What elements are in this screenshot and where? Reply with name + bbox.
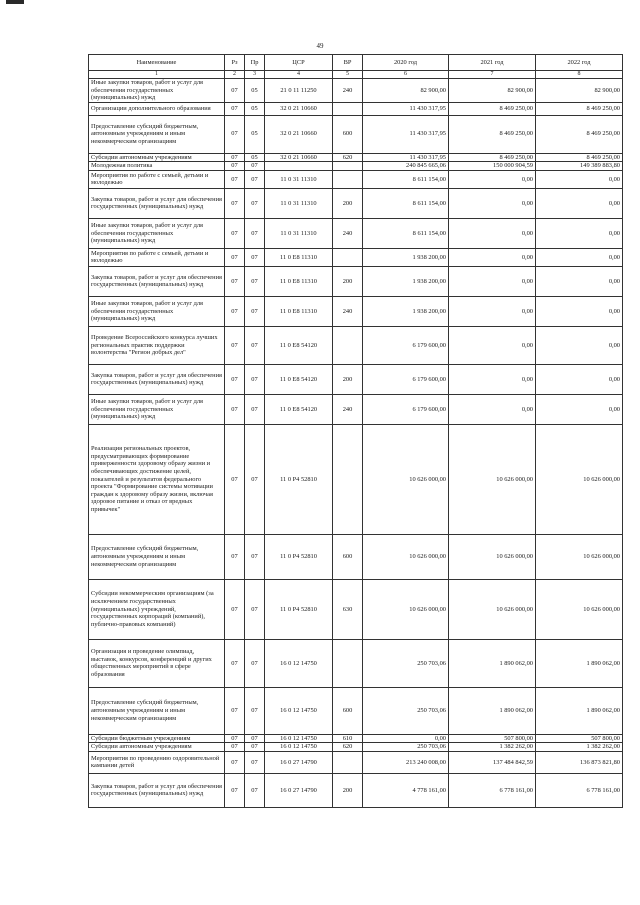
row-vr: 240: [333, 218, 363, 248]
header-row: [89, 55, 623, 71]
table-row: [89, 296, 623, 326]
row-name: Мероприятия по работе с семьей, детьми и молодежью: [89, 248, 225, 266]
row-csr: 16 0 27 14790: [265, 751, 333, 773]
row-name: Закупка товаров, работ и услуг для обеспечения государственных (муниципальных) нужд: [89, 364, 225, 394]
row-amount-2021: 82 900,00: [449, 79, 536, 103]
row-amount-2020: 8 611 154,00: [363, 218, 449, 248]
row-name: Иные закупки товаров, работ и услуг для обеспечения государственных (муниципальных) нужд: [89, 296, 225, 326]
row-amount-2020: 10 626 000,00: [363, 534, 449, 579]
table-row: [89, 188, 623, 218]
row-vr: 200: [333, 188, 363, 218]
row-pr: 07: [245, 579, 265, 639]
row-csr: 32 0 21 10660: [265, 153, 333, 162]
row-amount-2021: 10 626 000,00: [449, 424, 536, 534]
row-amount-2020: 1 938 200,00: [363, 296, 449, 326]
row-pr: 07: [245, 734, 265, 743]
row-pr: 07: [245, 248, 265, 266]
row-rz: 07: [225, 115, 245, 153]
row-rz: 07: [225, 326, 245, 364]
header-2021: 2021 год: [449, 55, 536, 71]
row-pr: 07: [245, 326, 265, 364]
row-amount-2022: 82 900,00: [536, 79, 623, 103]
row-amount-2022: 0,00: [536, 170, 623, 188]
table-row: [89, 534, 623, 579]
row-pr: 07: [245, 424, 265, 534]
table-row: [89, 743, 623, 752]
row-amount-2021: 0,00: [449, 170, 536, 188]
row-amount-2021: 0,00: [449, 364, 536, 394]
row-amount-2020: 11 430 317,95: [363, 153, 449, 162]
row-rz: 07: [225, 734, 245, 743]
table-row: [89, 424, 623, 534]
row-amount-2021: 0,00: [449, 326, 536, 364]
row-pr: 07: [245, 162, 265, 171]
header-2020: 2020 год: [363, 55, 449, 71]
row-pr: 07: [245, 773, 265, 807]
row-rz: 07: [225, 639, 245, 687]
row-amount-2021: 0,00: [449, 218, 536, 248]
row-amount-2020: 240 845 665,06: [363, 162, 449, 171]
row-csr: 11 0 E8 54120: [265, 364, 333, 394]
row-vr: 630: [333, 579, 363, 639]
row-amount-2021: 0,00: [449, 266, 536, 296]
budget-table: [88, 54, 623, 808]
row-amount-2020: 250 703,06: [363, 639, 449, 687]
row-amount-2021: 6 778 161,00: [449, 773, 536, 807]
row-vr: 200: [333, 266, 363, 296]
row-amount-2021: 1 890 062,00: [449, 687, 536, 734]
row-amount-2021: 8 469 250,00: [449, 153, 536, 162]
row-amount-2021: 0,00: [449, 296, 536, 326]
row-name: Мероприятия по работе с семьей, детьми и молодежью: [89, 170, 225, 188]
row-amount-2020: 82 900,00: [363, 79, 449, 103]
row-name: Субсидии некоммерческим организациям (за исключением государственных (муниципальных) учреждений, государственных корпораций (компаний), публично-правовых компаний): [89, 579, 225, 639]
row-amount-2020: 10 626 000,00: [363, 424, 449, 534]
column-index-row: [89, 71, 623, 79]
row-vr: 200: [333, 364, 363, 394]
row-name: Молодежная политика: [89, 162, 225, 171]
table-row: [89, 162, 623, 171]
row-amount-2022: 8 469 250,00: [536, 115, 623, 153]
row-name: Субсидии бюджетным учреждениям: [89, 734, 225, 743]
row-rz: 07: [225, 394, 245, 424]
row-amount-2020: 0,00: [363, 734, 449, 743]
column-index: 5: [333, 71, 363, 79]
row-csr: 16 0 12 14750: [265, 734, 333, 743]
row-vr: [333, 162, 363, 171]
row-amount-2020: 8 611 154,00: [363, 188, 449, 218]
row-name: Предоставление субсидий бюджетным, автономным учреждениям и иным некоммерческим организациям: [89, 687, 225, 734]
row-vr: [333, 248, 363, 266]
row-amount-2022: 0,00: [536, 266, 623, 296]
row-amount-2022: 10 626 000,00: [536, 579, 623, 639]
row-name: Субсидии автономным учреждениям: [89, 743, 225, 752]
row-amount-2021: 10 626 000,00: [449, 534, 536, 579]
row-rz: 07: [225, 266, 245, 296]
table-row: [89, 170, 623, 188]
row-vr: [333, 424, 363, 534]
table-row: [89, 326, 623, 364]
column-index: 2: [225, 71, 245, 79]
row-amount-2022: 0,00: [536, 188, 623, 218]
row-amount-2022: 8 469 250,00: [536, 153, 623, 162]
row-vr: 600: [333, 115, 363, 153]
row-rz: 07: [225, 188, 245, 218]
row-rz: 07: [225, 79, 245, 103]
row-amount-2020: 10 626 000,00: [363, 579, 449, 639]
row-amount-2022: 6 778 161,00: [536, 773, 623, 807]
row-vr: [333, 639, 363, 687]
row-amount-2021: 0,00: [449, 248, 536, 266]
table-body: [89, 79, 623, 808]
row-amount-2020: 6 179 600,00: [363, 364, 449, 394]
row-csr: 11 0 E8 54120: [265, 394, 333, 424]
row-csr: 11 0 P4 52810: [265, 579, 333, 639]
row-pr: 05: [245, 79, 265, 103]
row-csr: 11 0 E8 54120: [265, 326, 333, 364]
row-pr: 07: [245, 639, 265, 687]
row-name: Реализация региональных проектов, предусматривающих формирование приверженности здоровому образу жизни и обеспечивающих достижение целей, показателей и результатов федерального проекта "Формирование системы мотивации граждан к здоровому образу жизни, включая здоровое питание и отказ от вредных привычек": [89, 424, 225, 534]
row-name: Проведение Всероссийского конкурса лучших региональных практик поддержки волонтерства "Регион добрых дел": [89, 326, 225, 364]
row-amount-2022: 0,00: [536, 326, 623, 364]
page-number: 49: [316, 42, 324, 50]
header-name: Наименование: [89, 55, 225, 71]
row-vr: 240: [333, 79, 363, 103]
row-amount-2022: 507 800,00: [536, 734, 623, 743]
row-amount-2022: 0,00: [536, 394, 623, 424]
row-csr: 11 0 P4 52810: [265, 424, 333, 534]
row-csr: 32 0 21 10660: [265, 115, 333, 153]
row-name: Организации дополнительного образования: [89, 102, 225, 115]
row-pr: 07: [245, 266, 265, 296]
row-vr: 620: [333, 153, 363, 162]
row-vr: 620: [333, 743, 363, 752]
header-2022: 2022 год: [536, 55, 623, 71]
row-amount-2021: 1 890 062,00: [449, 639, 536, 687]
row-amount-2020: 213 240 008,00: [363, 751, 449, 773]
row-amount-2020: 1 938 200,00: [363, 248, 449, 266]
row-csr: 11 0 E8 11310: [265, 296, 333, 326]
row-pr: 07: [245, 751, 265, 773]
row-amount-2021: 8 469 250,00: [449, 115, 536, 153]
row-name: Мероприятия по проведению оздоровительной кампании детей: [89, 751, 225, 773]
row-rz: 07: [225, 534, 245, 579]
row-vr: 600: [333, 534, 363, 579]
row-rz: 07: [225, 102, 245, 115]
row-amount-2022: 1 382 262,00: [536, 743, 623, 752]
row-pr: 07: [245, 170, 265, 188]
table-row: [89, 751, 623, 773]
row-amount-2020: 11 430 317,95: [363, 115, 449, 153]
header-pr: Пр: [245, 55, 265, 71]
row-amount-2022: 0,00: [536, 364, 623, 394]
row-amount-2020: 6 179 600,00: [363, 394, 449, 424]
scan-edge-mark: [6, 0, 24, 4]
table-row: [89, 394, 623, 424]
column-index: 6: [363, 71, 449, 79]
row-rz: 07: [225, 687, 245, 734]
row-vr: 240: [333, 296, 363, 326]
table-row: [89, 102, 623, 115]
row-amount-2022: 0,00: [536, 296, 623, 326]
row-name: Предоставление субсидий бюджетным, автономным учреждениям и иным некоммерческим организациям: [89, 115, 225, 153]
table-row: [89, 734, 623, 743]
row-rz: 07: [225, 248, 245, 266]
table-row: [89, 248, 623, 266]
table-row: [89, 153, 623, 162]
table-row: [89, 79, 623, 103]
table-row: [89, 639, 623, 687]
row-pr: 07: [245, 296, 265, 326]
row-pr: 05: [245, 153, 265, 162]
column-index: 8: [536, 71, 623, 79]
column-index: 1: [89, 71, 225, 79]
row-vr: 200: [333, 773, 363, 807]
column-index: 4: [265, 71, 333, 79]
row-csr: 11 0 P4 52810: [265, 534, 333, 579]
row-vr: 240: [333, 394, 363, 424]
row-name: Предоставление субсидий бюджетным, автономным учреждениям и иным некоммерческим организациям: [89, 534, 225, 579]
row-amount-2022: 8 469 250,00: [536, 102, 623, 115]
row-csr: 11 0 E8 11310: [265, 266, 333, 296]
row-rz: 07: [225, 424, 245, 534]
column-index: 3: [245, 71, 265, 79]
row-rz: 07: [225, 296, 245, 326]
row-amount-2020: 250 703,06: [363, 687, 449, 734]
row-csr: 11 0 31 11310: [265, 188, 333, 218]
row-amount-2021: 137 484 842,59: [449, 751, 536, 773]
row-csr: 21 0 11 11250: [265, 79, 333, 103]
row-amount-2022: 149 389 883,80: [536, 162, 623, 171]
row-amount-2020: 1 938 200,00: [363, 266, 449, 296]
row-vr: [333, 326, 363, 364]
row-vr: [333, 102, 363, 115]
row-name: Закупка товаров, работ и услуг для обеспечения государственных (муниципальных) нужд: [89, 773, 225, 807]
row-amount-2022: 1 890 062,00: [536, 639, 623, 687]
row-csr: 16 0 27 14790: [265, 773, 333, 807]
row-csr: 16 0 12 14750: [265, 639, 333, 687]
row-amount-2021: 10 626 000,00: [449, 579, 536, 639]
row-amount-2021: 0,00: [449, 394, 536, 424]
row-amount-2020: 6 179 600,00: [363, 326, 449, 364]
row-csr: 32 0 21 10660: [265, 102, 333, 115]
row-pr: 07: [245, 188, 265, 218]
row-rz: 07: [225, 153, 245, 162]
row-name: Закупка товаров, работ и услуг для обеспечения государственных (муниципальных) нужд: [89, 188, 225, 218]
row-pr: 07: [245, 687, 265, 734]
header-vr: ВР: [333, 55, 363, 71]
row-csr: [265, 162, 333, 171]
row-pr: 07: [245, 364, 265, 394]
row-rz: 07: [225, 218, 245, 248]
row-amount-2022: 10 626 000,00: [536, 534, 623, 579]
row-csr: 11 0 E8 11310: [265, 248, 333, 266]
row-amount-2022: 1 890 062,00: [536, 687, 623, 734]
row-amount-2020: 4 778 161,00: [363, 773, 449, 807]
row-amount-2022: 0,00: [536, 248, 623, 266]
row-pr: 05: [245, 102, 265, 115]
row-rz: 07: [225, 751, 245, 773]
row-pr: 05: [245, 115, 265, 153]
row-amount-2022: 10 626 000,00: [536, 424, 623, 534]
row-amount-2022: 0,00: [536, 218, 623, 248]
row-pr: 07: [245, 394, 265, 424]
table-row: [89, 218, 623, 248]
row-name: Иные закупки товаров, работ и услуг для обеспечения государственных (муниципальных) нужд: [89, 79, 225, 103]
row-rz: 07: [225, 773, 245, 807]
row-amount-2020: 8 611 154,00: [363, 170, 449, 188]
row-name: Субсидии автономным учреждениям: [89, 153, 225, 162]
table-row: [89, 115, 623, 153]
table-row: [89, 687, 623, 734]
header-csr: ЦСР: [265, 55, 333, 71]
row-vr: 600: [333, 687, 363, 734]
row-rz: 07: [225, 162, 245, 171]
row-amount-2021: 0,00: [449, 188, 536, 218]
row-csr: 16 0 12 14750: [265, 743, 333, 752]
row-amount-2022: 136 873 821,80: [536, 751, 623, 773]
row-name: Иные закупки товаров, работ и услуг для обеспечения государственных (муниципальных) нужд: [89, 218, 225, 248]
row-rz: 07: [225, 170, 245, 188]
row-amount-2021: 1 382 262,00: [449, 743, 536, 752]
row-vr: [333, 170, 363, 188]
table-row: [89, 773, 623, 807]
row-vr: [333, 751, 363, 773]
row-amount-2021: 8 469 250,00: [449, 102, 536, 115]
header-rz: Рз: [225, 55, 245, 71]
column-index: 7: [449, 71, 536, 79]
row-rz: 07: [225, 364, 245, 394]
table-row: [89, 266, 623, 296]
row-rz: 07: [225, 743, 245, 752]
table-row: [89, 364, 623, 394]
row-pr: 07: [245, 218, 265, 248]
row-csr: 16 0 12 14750: [265, 687, 333, 734]
row-amount-2021: 507 800,00: [449, 734, 536, 743]
row-pr: 07: [245, 743, 265, 752]
row-name: Организация и проведение олимпиад, выставок, конкурсов, конференций и других общественных мероприятий в сфере образования: [89, 639, 225, 687]
row-csr: 11 0 31 11310: [265, 170, 333, 188]
row-pr: 07: [245, 534, 265, 579]
row-name: Закупка товаров, работ и услуг для обеспечения государственных (муниципальных) нужд: [89, 266, 225, 296]
row-rz: 07: [225, 579, 245, 639]
row-amount-2020: 250 703,06: [363, 743, 449, 752]
row-vr: 610: [333, 734, 363, 743]
table-row: [89, 579, 623, 639]
row-amount-2020: 11 430 317,95: [363, 102, 449, 115]
row-csr: 11 0 31 11310: [265, 218, 333, 248]
row-name: Иные закупки товаров, работ и услуг для обеспечения государственных (муниципальных) нужд: [89, 394, 225, 424]
row-amount-2021: 150 000 904,59: [449, 162, 536, 171]
